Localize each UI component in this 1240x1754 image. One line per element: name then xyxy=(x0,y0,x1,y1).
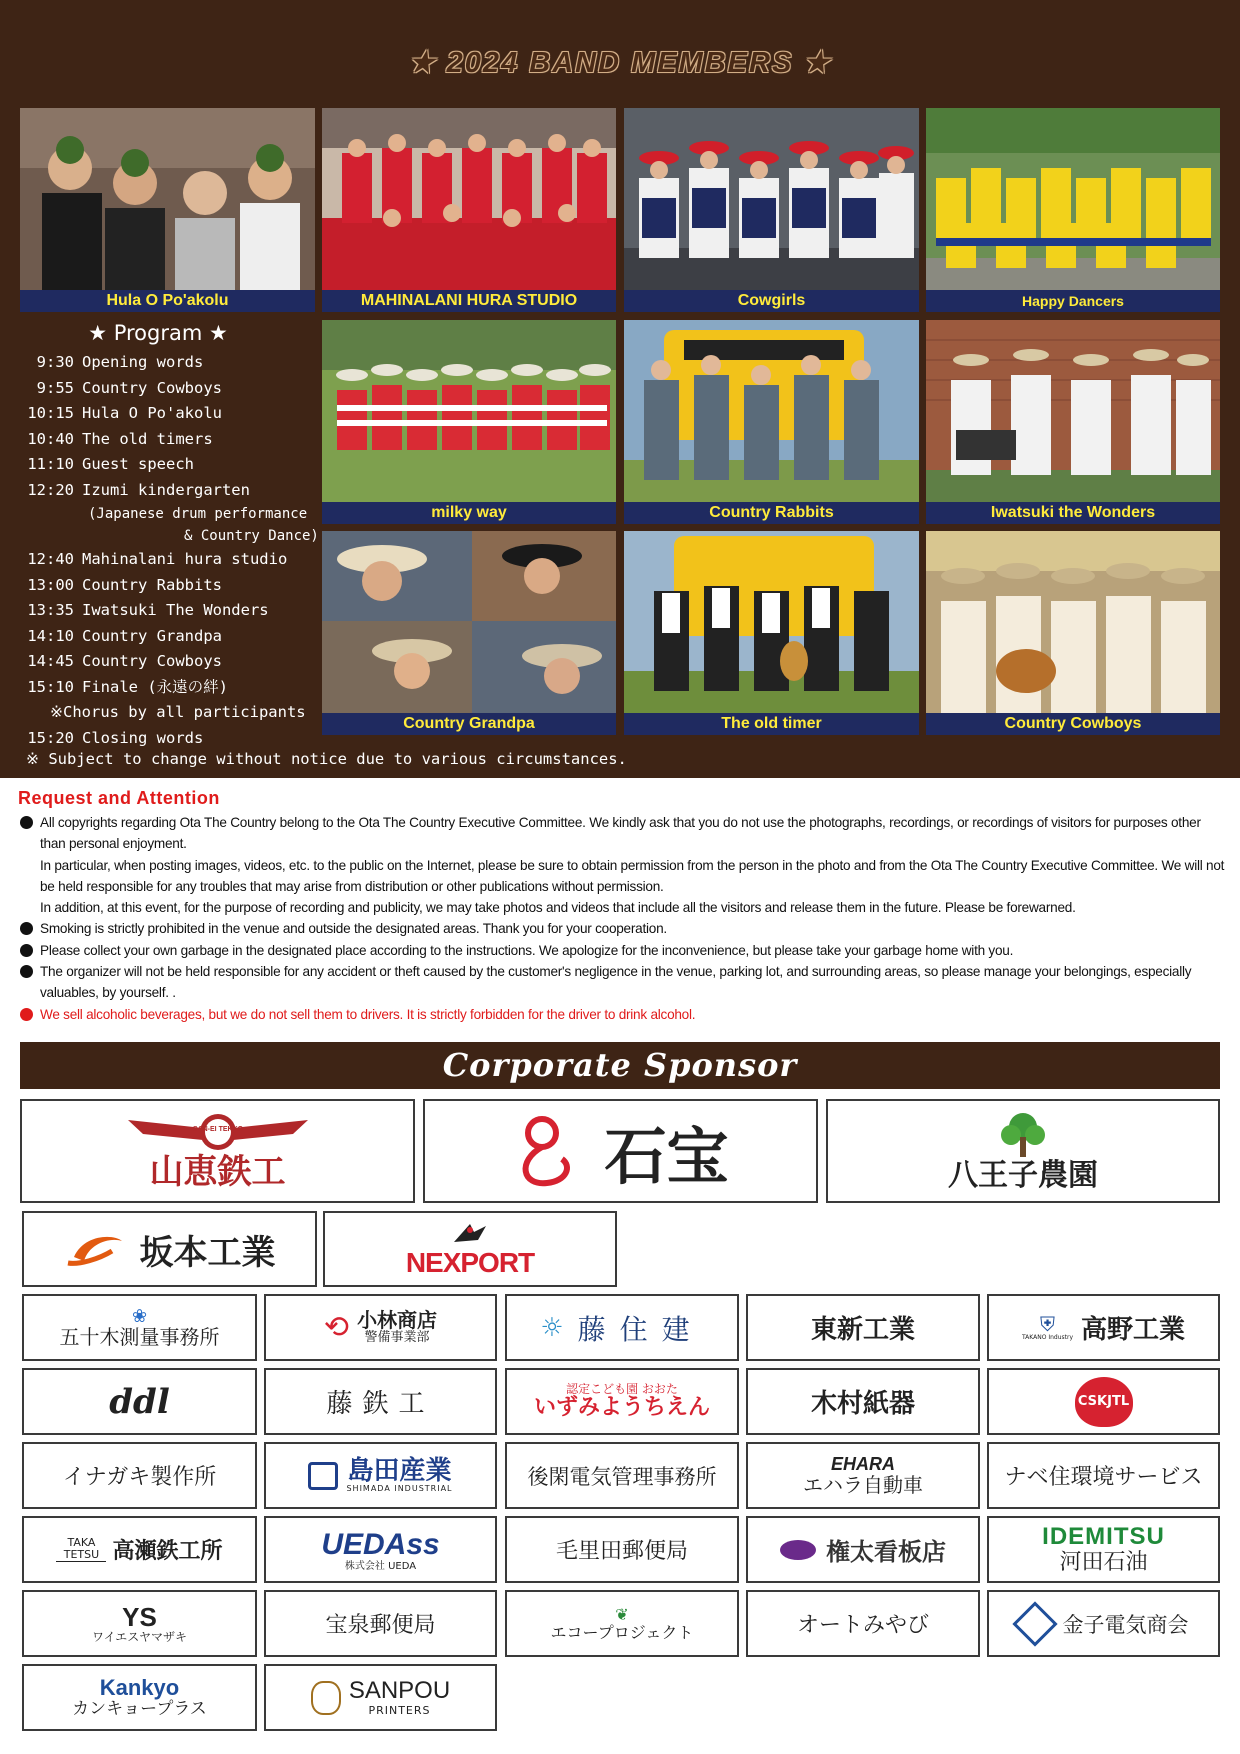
program-item: 11:10 Guest speech xyxy=(27,455,194,473)
bullet-icon xyxy=(20,1008,33,1021)
sanpou-logo-icon xyxy=(311,1681,341,1715)
program-item: 14:45 Country Cowboys xyxy=(27,652,222,670)
sponsor-tile: UEDAss 株式会社 UEDA xyxy=(264,1516,497,1583)
bullet-icon xyxy=(20,922,33,935)
program-note: (Japanese drum performance xyxy=(88,506,308,522)
kaneko-logo-icon xyxy=(1012,1601,1057,1646)
bird-logo-icon xyxy=(450,1220,490,1248)
program-item: 10:15 Hula O Po'akolu xyxy=(27,404,222,422)
program-item: 14:10 Country Grandpa xyxy=(27,626,222,645)
sponsor-tile: 認定こども園 おおた いずみようちえん xyxy=(505,1368,739,1435)
program-note: ※Chorus by all participants xyxy=(50,703,306,721)
attention-item: The organizer will not be held responsible for any accident or theft caused by the customer's negligence in the venue, parking lot, and surrounding areas, so please manage your belongings, especially valuables, by yourself. . xyxy=(18,961,1228,1004)
sponsor-tile: EHARA エハラ自動車 xyxy=(746,1442,980,1509)
program-list xyxy=(22,318,322,751)
sponsor-tile: 金子電気商会 xyxy=(987,1590,1220,1657)
sponsor-tile: 木村紙器 xyxy=(746,1368,980,1435)
photo-caption: Country Cowboys xyxy=(926,713,1220,735)
photo-the-old-timer xyxy=(624,531,919,735)
program-item: 9:30 Opening words xyxy=(36,353,204,371)
sponsor-tile: ❀ 五十木測量事務所 xyxy=(22,1294,257,1361)
photo-country-cowboys xyxy=(926,531,1220,735)
sponsor-tile: 権太看板店 xyxy=(746,1516,980,1583)
heart-logo-icon: CSKJTL xyxy=(1075,1377,1133,1427)
program-item: 12:40 Mahinalani hura studio xyxy=(27,550,288,568)
sponsor-tile: ⟲ 小林商店 警備事業部 xyxy=(264,1294,497,1361)
photo-caption: Happy Dancers xyxy=(926,290,1220,312)
sponsor-tile: ☼ 藤住建 xyxy=(505,1294,739,1361)
photo-iwatsuki-the-wonders xyxy=(926,320,1220,524)
photo-caption: MAHINALANI HURA STUDIO xyxy=(322,290,616,312)
attention-title: Request and Attention xyxy=(18,788,220,808)
ishiho-logo-icon xyxy=(512,1111,582,1191)
photo-caption: Country Rabbits xyxy=(624,502,919,524)
sponsor-tile: 後閑電気管理事務所 xyxy=(505,1442,739,1509)
tree-logo-icon xyxy=(993,1111,1053,1159)
kobayashi-logo-icon: ⟲ xyxy=(323,1310,350,1345)
swoosh-logo-icon xyxy=(64,1229,126,1269)
sponsor-nexport: NEXPORT xyxy=(323,1211,617,1287)
photo-hula-o-poakolu xyxy=(20,108,315,312)
photo-caption: Hula O Po'akolu xyxy=(20,290,315,312)
sponsor-header: Corporate Sponsor xyxy=(20,1042,1220,1089)
sponsor-tile: オートみやび xyxy=(746,1590,980,1657)
sponsor-tile: 毛里田郵便局 xyxy=(505,1516,739,1583)
sponsor-tile: IDEMITSU 河田石油 xyxy=(987,1516,1220,1583)
sponsor-sakamoto-kogyo: 坂本工業 xyxy=(22,1211,317,1287)
bullet-icon xyxy=(20,965,33,978)
sponsor-tile: ナベ住環境サービス xyxy=(987,1442,1220,1509)
photo-country-rabbits xyxy=(624,320,919,524)
sponsor-hachioji-farm: 八王子農園 xyxy=(826,1099,1220,1203)
sponsor-tile: Kankyo カンキョープラス xyxy=(22,1664,257,1731)
sponsor-tile: イナガキ製作所 xyxy=(22,1442,257,1509)
attention-item: In addition, at this event, for the purpose of recording and publicity, we may take photos and videos that include all the visitors and release them in the future. Please be forewarned. xyxy=(40,900,1076,916)
sponsor-tile: 宝泉郵便局 xyxy=(264,1590,497,1657)
photo-caption: Country Grandpa xyxy=(322,713,616,735)
photo-cowgirls xyxy=(624,108,919,312)
wing-logo-icon xyxy=(123,1110,313,1154)
gonta-logo-icon xyxy=(780,1540,816,1560)
sponsor-ishiho: 石宝 xyxy=(423,1099,818,1203)
bullet-icon xyxy=(20,944,33,957)
svg-text:SAN-EI TEKKO: SAN-EI TEKKO xyxy=(192,1126,243,1134)
program-item: 15:20 Closing words xyxy=(27,728,204,747)
program-item: 10:40 The old timers xyxy=(27,429,213,448)
photo-happy-dancers xyxy=(926,108,1220,312)
flower-logo-icon: ❀ xyxy=(131,1305,148,1327)
sun-logo-icon: ☼ xyxy=(540,1312,564,1343)
sponsor-tile: ⛨ TAKANO Industry 高野工業 xyxy=(987,1294,1220,1361)
attention-item: Smoking is strictly prohibited in the venue and outside the designated areas. Thank you for your cooperation. xyxy=(18,918,1228,939)
program-notice: ※ Subject to change without notice due to various circumstances. xyxy=(26,750,627,768)
sponsor-tile: 藤鉄工 xyxy=(264,1368,497,1435)
photo-milky-way xyxy=(322,320,616,524)
attention-item: All copyrights regarding Ota The Country belong to the Ota The Country Executive Committee. We kindly ask that you do not use the photographs, recordings, or recordings of visitors for purposes other than personal enjoyment. xyxy=(18,812,1228,855)
program-item: 12:20 Izumi kindergarten xyxy=(27,480,250,499)
sponsor-tile: YS ワイエスヤマザキ xyxy=(22,1590,257,1657)
sponsor-san-ei-tekko: SAN-EI TEKKO 山恵鉄工 xyxy=(20,1099,415,1203)
band-members-title: ★ 2024 BAND MEMBERS ★ xyxy=(408,47,832,79)
photo-mahinalani xyxy=(322,108,616,312)
photo-caption: Iwatsuki the Wonders xyxy=(926,502,1220,524)
photo-caption: milky way xyxy=(322,502,616,524)
attention-item-alcohol: We sell alcoholic beverages, but we do not sell them to drivers. It is strictly forbidden for the driver to drink alcohol. xyxy=(18,1004,1228,1025)
attention-item: Please collect your own garbage in the designated place according to the instructions. We apologize for the inconvenience, but please take your garbage home with you. xyxy=(18,940,1228,961)
shimada-logo-icon xyxy=(308,1462,338,1490)
photo-caption: The old timer xyxy=(624,713,919,735)
program-note: & Country Dance) xyxy=(184,528,319,544)
attention-item: In particular, when posting images, videos, etc. to the public on the Internet, please be sure to obtain permission from the person in the photo and from the Ota The Country Executive Committee. We will not be held responsible for any troubles that may arise from distribution or other publications without permission. xyxy=(40,857,1225,894)
sprout-logo-icon: ❦ xyxy=(615,1604,629,1624)
program-title: ★ Program ★ xyxy=(88,321,228,345)
sponsor-tile: ❦ エコープロジェクト xyxy=(505,1590,739,1657)
sponsor-tile: ddl xyxy=(22,1368,257,1435)
sponsor-tile: SANPOU PRINTERS xyxy=(264,1664,497,1731)
program-item: 13:35 Iwatsuki The Wonders xyxy=(27,601,269,619)
bullet-icon xyxy=(20,816,33,829)
program-item: 15:10 Finale (永遠の絆) xyxy=(27,677,228,696)
takano-logo-icon: ⛨ xyxy=(1039,1312,1055,1337)
request-attention xyxy=(18,788,1228,1025)
band-members-section xyxy=(0,0,1240,778)
sponsor-tile xyxy=(987,1368,1220,1435)
photo-country-grandpa xyxy=(322,531,616,735)
photo-caption: Cowgirls xyxy=(624,290,919,312)
sponsor-tile: TAKA TETSU 高瀬鉄工所 xyxy=(22,1516,257,1583)
program-item: 13:00 Country Rabbits xyxy=(27,575,222,594)
program-item: 9:55 Country Cowboys xyxy=(36,378,222,397)
sponsor-tile: 島田産業 SHIMADA INDUSTRIAL xyxy=(264,1442,497,1509)
sponsor-tile: 東新工業 xyxy=(746,1294,980,1361)
